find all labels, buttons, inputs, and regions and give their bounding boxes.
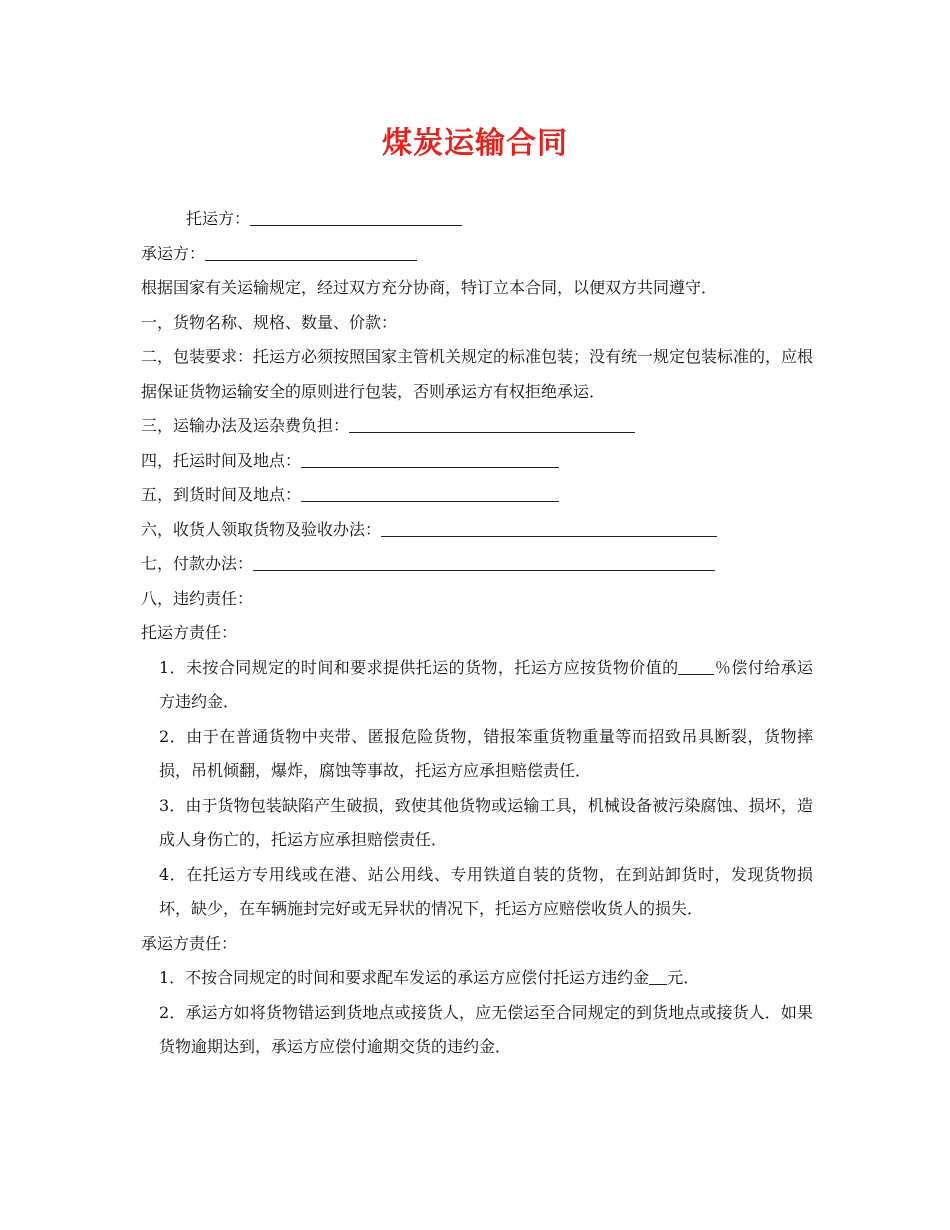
shipper-item-1 bbox=[141, 651, 813, 720]
document-title: 煤炭运输合同 bbox=[382, 126, 568, 161]
shipper-item-1-text-a: 1．未按合同规定的时间和要求提供托运的货物，托运方应按货物价值的 bbox=[159, 657, 679, 677]
carrier-blank[interactable] bbox=[205, 240, 417, 261]
percentage-blank[interactable] bbox=[678, 654, 714, 675]
carrier-label: 承运方： bbox=[141, 243, 206, 263]
document-body bbox=[141, 202, 813, 1065]
clause-3: 三，运输办法及运杂费负担： bbox=[141, 416, 350, 435]
shipper-item-3: 3．由于货物包装缺陷产生破损，致使其他货物或运输工具，机械设备被污染腐蚀、损坏，造成人身伤亡的，托运方应承担赔偿责任． bbox=[159, 795, 813, 849]
clause-7-blank[interactable] bbox=[253, 550, 715, 571]
clause-3-blank[interactable] bbox=[349, 412, 635, 433]
penalty-amount-blank[interactable] bbox=[649, 964, 667, 985]
shipper-item-2: 2．由于在普通货物中夹带、匿报危险货物，错报笨重货物重量等而招致吊具断裂，货物摔损，吊机倾翻，爆炸，腐蚀等事故，托运方应承担赔偿责任． bbox=[159, 726, 813, 780]
shipper-label: 托运方： bbox=[186, 209, 251, 228]
carrier-item-2: 2．承运方如将货物错运到货地点或接货人，应无偿运至合同规定的到货地点或接货人．如果货物逾期达到，承运方应偿付逾期交货的违约金． bbox=[159, 1002, 813, 1056]
shipper-line bbox=[141, 202, 813, 237]
preamble: 根据国家有关运输规定，经过双方充分协商，特订立本合同，以便双方共同遵守． bbox=[141, 278, 718, 297]
shipper-item-4: 4．在托运方专用线或在港、站公用线、专用铁道自装的货物，在到站卸货时，发现货物损坏，缺少，在车辆施封完好或无异状的情况下，托运方应赔偿收货人的损失． bbox=[159, 864, 813, 918]
clause-4: 四，托运时间及地点： bbox=[141, 450, 302, 470]
clause-1: 一，货物名称、规格、数量、价款： bbox=[141, 312, 398, 332]
shipper-item-1-text-b: ％偿付给承运方违约金． bbox=[159, 657, 813, 711]
clause-5-blank[interactable] bbox=[301, 481, 559, 502]
clause-7: 七，付款办法： bbox=[141, 554, 254, 573]
shipper-blank[interactable] bbox=[250, 205, 462, 226]
clause-6-line bbox=[141, 513, 813, 548]
clause-5: 五，到货时间及地点： bbox=[141, 485, 302, 504]
carrier-liability-heading: 承运方责任： bbox=[141, 933, 238, 953]
clause-8: 八，违约责任： bbox=[141, 588, 254, 608]
clause-7-line bbox=[141, 547, 813, 582]
clause-6-blank[interactable] bbox=[381, 516, 717, 537]
clause-2: 二，包装要求：托运方必须按照国家主管机关规定的标准包装；没有统一规定包装标准的，应根据保证货物运输安全的原则进行包装，否则承运方有权拒绝承运． bbox=[141, 347, 814, 401]
carrier-line bbox=[141, 237, 813, 272]
carrier-item-1-text-a: 1．不按合同规定的时间和要求配车发运的承运方应偿付托运方违约金 bbox=[159, 968, 650, 987]
clause-5-line bbox=[141, 478, 813, 513]
clause-6: 六，收货人领取货物及验收办法： bbox=[141, 519, 382, 539]
clause-4-line bbox=[141, 444, 813, 479]
clause-3-line bbox=[141, 409, 813, 444]
shipper-liability-heading: 托运方责任： bbox=[141, 623, 238, 642]
carrier-item-1-text-b: 元． bbox=[667, 968, 700, 987]
carrier-item-1 bbox=[141, 961, 813, 996]
clause-4-blank[interactable] bbox=[301, 447, 559, 468]
